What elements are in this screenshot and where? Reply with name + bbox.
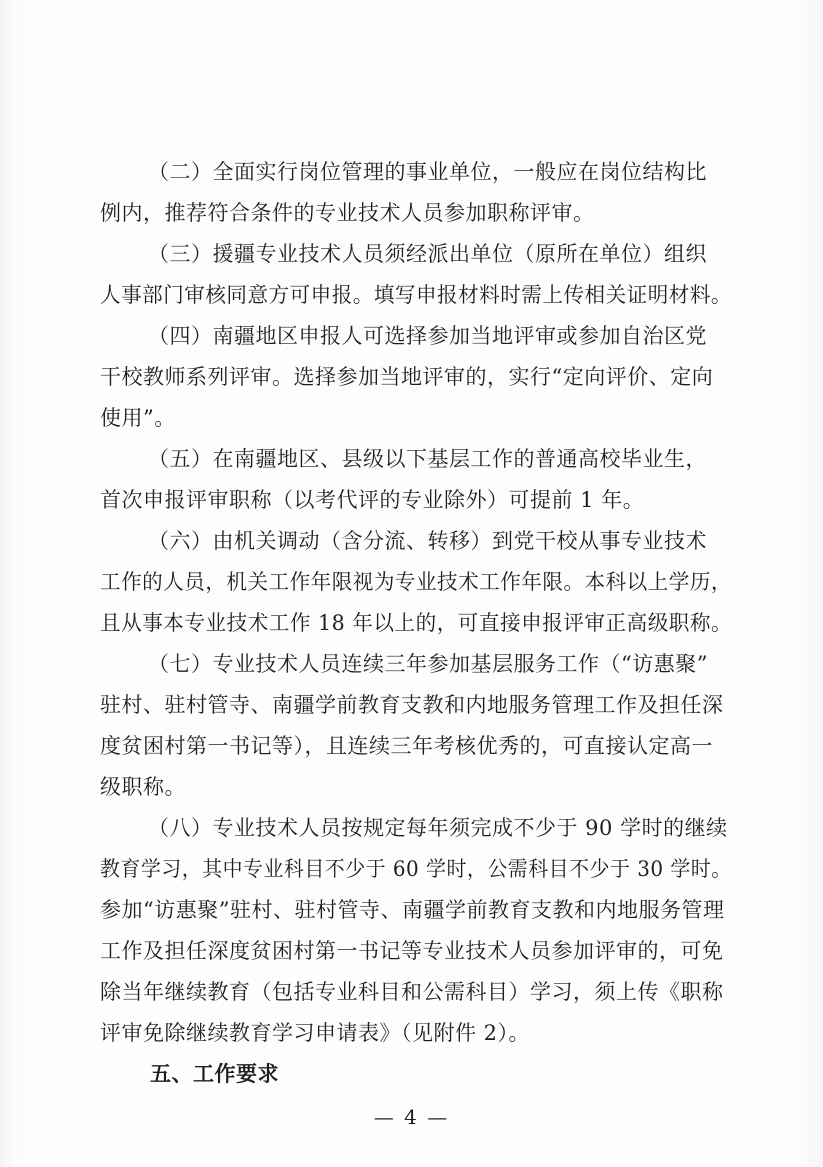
paragraph-2-line-1: （二）全面实行岗位管理的事业单位，一般应在岗位结构比 [148,160,707,184]
paragraph-8-line-3: 参加“访惠聚”驻村、驻村管寺、南疆学前教育支教和内地服务管理 [100,898,725,922]
paragraph-8-line-4: 工作及担任深度贫困村第一书记等专业技术人员参加评审的，可免 [100,939,724,963]
paragraph-3-line-1: （三）援疆专业技术人员须经派出单位（原所在单位）组织 [148,242,707,266]
section-heading: 五、工作要求 [150,1062,279,1086]
paragraph-4-line-1: （四）南疆地区申报人可选择参加当地评审或参加自治区党 [148,324,707,348]
paragraph-7-line-4: 级职称。 [100,775,186,799]
paragraph-8-line-1: （八）专业技术人员按规定每年须完成不少于 90 学时的继续 [148,816,728,840]
paragraph-6-line-2: 工作的人员，机关工作年限视为专业技术工作年限。本科以上学历， [100,570,732,594]
paragraph-3-line-2: 人事部门审核同意方可申报。填写申报材料时需上传相关证明材料。 [100,283,732,307]
paragraph-7-line-1: （七）专业技术人员连续三年参加基层服务工作（“访惠聚” [148,652,708,676]
paragraph-8-line-2: 教育学习，其中专业科目不少于 60 学时，公需科目不少于 30 学时。 [100,857,732,881]
paragraph-2-line-2: 例内，推荐符合条件的专业技术人员参加职称评审。 [100,201,595,225]
paragraph-4-line-2: 干校教师系列评审。选择参加当地评审的，实行“定向评价、定向 [100,365,714,389]
paragraph-5-line-2: 首次申报评审职称（以考代评的专业除外）可提前 1 年。 [100,488,645,512]
paragraph-7-line-2: 驻村、驻村管寺、南疆学前教育支教和内地服务管理工作及担任深 [100,693,724,717]
paragraph-4-line-3: 使用”。 [100,406,176,430]
paragraph-6-line-3: 且从事本专业技术工作 18 年以上的，可直接申报评审正高级职称。 [100,611,733,635]
paragraph-5-line-1: （五）在南疆地区、县级以下基层工作的普通高校毕业生， [148,447,707,471]
paragraph-6-line-1: （六）由机关调动（含分流、转移）到党干校从事专业技术 [148,529,707,553]
paragraph-8-line-5: 除当年继续教育（包括专业科目和公需科目）学习，须上传《职称 [100,980,724,1004]
paragraph-7-line-3: 度贫困村第一书记等），且连续三年考核优秀的，可直接认定高一 [100,734,713,758]
page-number: — 4 — [373,1105,450,1129]
paragraph-8-line-6: 评审免除继续教育学习申请表》（见附件 2）。 [100,1021,531,1045]
